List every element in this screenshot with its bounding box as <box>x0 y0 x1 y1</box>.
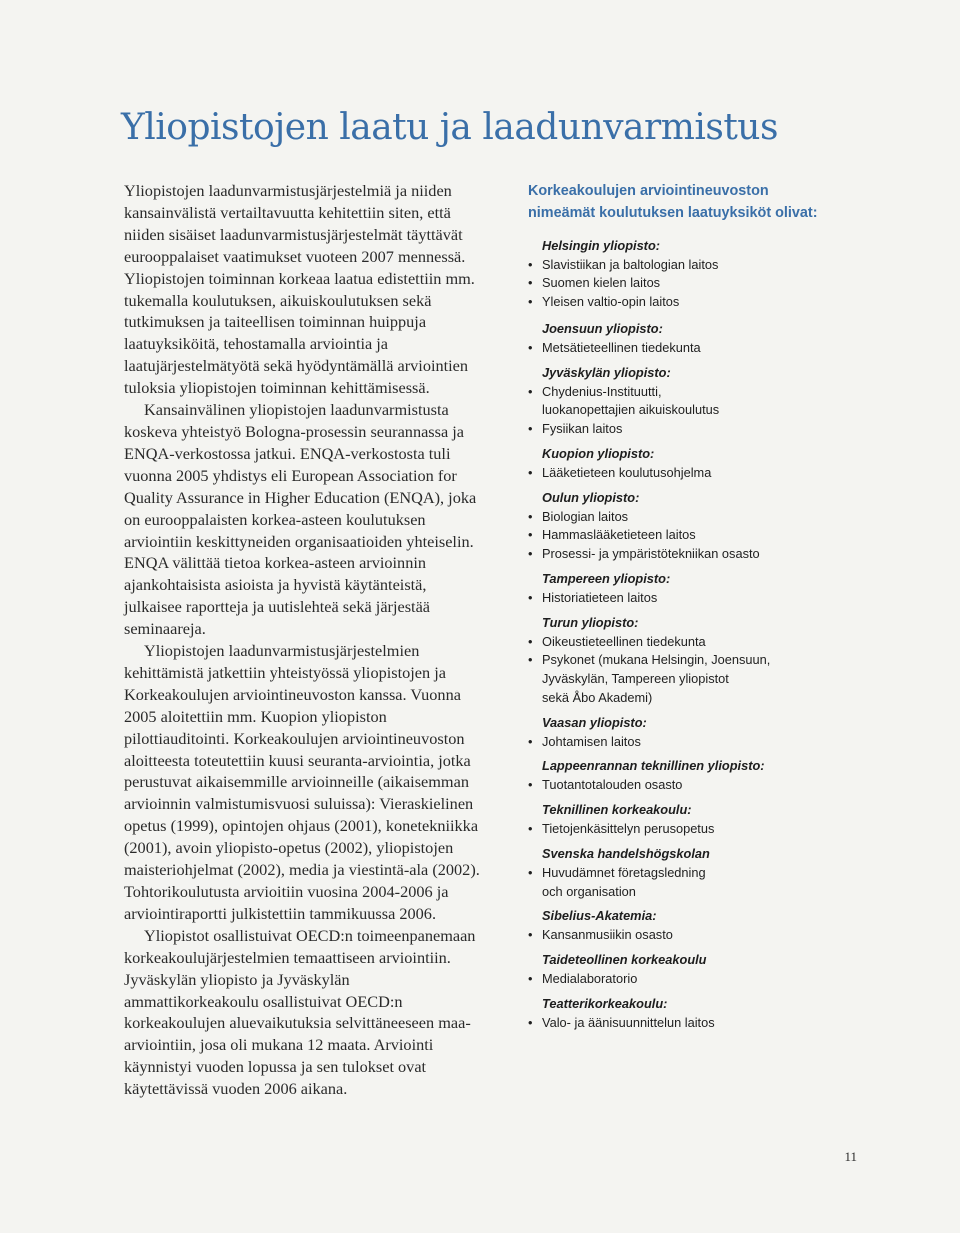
page-title: Yliopistojen laatu ja laadunvarmistus <box>121 107 778 148</box>
unit-item: • Prosessi- ja ympäristötekniikan osasto <box>528 545 858 564</box>
unit-list <box>528 256 858 312</box>
unit-list <box>528 926 858 945</box>
unit-item: • Historiatieteen laitos <box>528 589 858 608</box>
institution-block <box>528 907 858 945</box>
unit-list <box>528 464 858 483</box>
sidebar-heading-line: Korkeakoulujen arviointineuvoston <box>528 183 769 199</box>
institution-name: Kuopion yliopisto: <box>542 445 655 461</box>
unit-item: • Valo- ja äänisuunnittelun laitos <box>528 1014 858 1033</box>
body-paragraph: Kansainvälinen yliopistojen laadunvarmistusta koskeva yhteistyö Bologna-prosessin seurannassa ja ENQA-verkostossa jatkui. ENQA-verkostosta tuli vuonna 2005 yhdistys eli European Association for Quality Assurance in Higher Education (ENQA), joka on eurooppalaisten korkea-asteen koulutuksen arviointiin keskittyneiden organisaatioiden yhteiselin. ENQA välittää tietoa korkea-asteen arvioinnin ajankohtaisista asioista ja hyvistä käytänteistä, julkaisee raportteja ja uutislehteä sekä järjestää seminaareja. <box>124 400 477 639</box>
unit-list <box>528 508 858 564</box>
sidebar-heading-line: nimeämät koulutuksen laatuyksiköt olivat: <box>528 204 818 221</box>
unit-item: • Chydenius-Instituutti, luokanopettajien aikuiskoulutus <box>528 383 858 421</box>
unit-list <box>528 864 858 902</box>
unit-item: • Suomen kielen laitos <box>528 274 858 293</box>
page-number: 11 <box>844 1149 857 1164</box>
institution-block <box>528 237 858 312</box>
institution-name: Lappeenrannan teknillinen yliopisto: <box>542 758 765 774</box>
unit-item: • Oikeustieteellinen tiedekunta <box>528 633 858 652</box>
unit-item: • Yleisen valtio-opin laitos <box>528 293 858 312</box>
unit-item: • Lääketieteen koulutusohjelma <box>528 464 858 483</box>
institution-block <box>528 570 858 608</box>
unit-list <box>528 733 858 752</box>
institution-list <box>528 237 858 1033</box>
unit-item: • Hammaslääketieteen laitos <box>528 526 858 545</box>
unit-list <box>528 339 858 358</box>
unit-item: • Tuotantotalouden osasto <box>528 776 858 795</box>
institution-block <box>528 320 858 358</box>
unit-list <box>528 633 858 708</box>
institution-block <box>528 845 858 902</box>
institution-name: Sibelius-Akatemia: <box>542 908 657 924</box>
body-text-column <box>124 180 484 1100</box>
institution-name: Teatterikorkeakoulu: <box>542 995 668 1011</box>
sidebar-heading <box>528 181 858 225</box>
unit-item: • Medialaboratorio <box>528 970 858 989</box>
unit-list <box>528 970 858 989</box>
unit-item: • Biologian laitos <box>528 508 858 527</box>
institution-name: Oulun yliopisto: <box>542 489 640 505</box>
institution-name: Teknillinen korkeakoulu: <box>542 802 692 818</box>
institution-name: Jyväskylän yliopisto: <box>542 364 671 380</box>
institution-name: Turun yliopisto: <box>542 614 639 630</box>
body-paragraph: Yliopistojen laadunvarmistusjärjestelmiä ja niiden kansainvälistä vertailtavuutta kehitettiin siten, että niiden sisäiset laadunvarmistusjärjestelmät täyttävät eurooppalaiset vaatimukset vuoteen 2007 mennessä. Yliopistojen toiminnan korkeaa laatua edistettiin mm. tukemalla koulutuksen, aikuiskoulutuksen sekä tutkimuksen ja taiteellisen toiminnan huippuja laatuyksiköitä, tehostamalla arviointia ja laatujärjestelmätyötä sekä hyödyntämällä arviointien tuloksia yliopistojen toiminnan kehittämisessä. <box>124 181 475 398</box>
unit-item: • Johtamisen laitos <box>528 733 858 752</box>
institution-name: Svenska handelshögskolan <box>542 845 710 861</box>
institution-name: Helsingin yliopisto: <box>542 237 661 253</box>
body-paragraph: Yliopistojen laadunvarmistusjärjestelmien kehittämistä jatkettiin yhteistyössä yliopistojen ja Korkeakoulujen arviointineuvoston kanssa. Vuonna 2005 aloitettiin mm. Kuopion yliopiston pilottiauditointi. Korkeakoulujen arviointineuvoston aloitteesta toteutettiin kuusi seuranta-arviointia, jotka perustuvat aikaisemmille arvioinneille (aikaisemman arvioinnin valmistumisvuosi suluissa): Vieraskielinen opetus (1999), opintojen ohjaus (2001), konetekniikka (2001), avoin yliopisto-opetus (2002), yliopistojen maisteriohjelmat (2002), media ja viestintä-ala (2002). Tohtorikoulutusta arvioitiin vuosina 2004-2006 ja arviointiraportti julkistettiin tammikuussa 2006. <box>124 641 480 923</box>
institution-name: Vaasan yliopisto: <box>542 714 647 730</box>
unit-item: • Psykonet (mukana Helsingin, Joensuun, Jyväskylän, Tampereen yliopistot sekä Åbo Akademi) <box>528 651 858 707</box>
unit-item: • Fysiikan laitos <box>528 420 858 439</box>
institution-block <box>528 714 858 752</box>
institution-block <box>528 614 858 708</box>
unit-list <box>528 776 858 795</box>
institution-name: Tampereen yliopisto: <box>542 570 671 586</box>
institution-block <box>528 801 858 839</box>
body-paragraph: Yliopistot osallistuivat OECD:n toimeenpanemaan korkeakoulujärjestelmien temaattiseen arviointiin. Jyväskylän yliopisto ja Jyväskylän ammattikorkeakoulu osallistuivat OECD:n korkeakoulujen aluevaikutuksia selvittäneeseen maa-arviointiin, josa oli mukana 12 maata. Arviointi käynnistyi vuoden lopussa ja sen tulokset ovat käytettävissä vuoden 2006 aikana. <box>124 925 476 1099</box>
unit-list <box>528 820 858 839</box>
institution-name: Joensuun yliopisto: <box>542 320 663 336</box>
unit-list <box>528 1014 858 1033</box>
institution-block <box>528 757 858 795</box>
unit-item: • Tietojenkäsittelyn perusopetus <box>528 820 858 839</box>
unit-list <box>528 383 858 439</box>
institution-block <box>528 951 858 989</box>
institution-block <box>528 445 858 483</box>
institution-block <box>528 489 858 564</box>
institution-name: Taideteollinen korkeakoulu <box>542 952 707 967</box>
unit-list <box>528 589 858 608</box>
institution-block <box>528 995 858 1033</box>
unit-item: • Huvudämnet företagsledning och organisation <box>528 864 858 902</box>
institution-block <box>528 364 858 439</box>
unit-item: • Metsätieteellinen tiedekunta <box>528 339 858 358</box>
quality-units-sidebar <box>528 181 858 1032</box>
unit-item: • Kansanmusiikin osasto <box>528 926 858 945</box>
unit-item: • Slavistiikan ja baltologian laitos <box>528 256 858 275</box>
